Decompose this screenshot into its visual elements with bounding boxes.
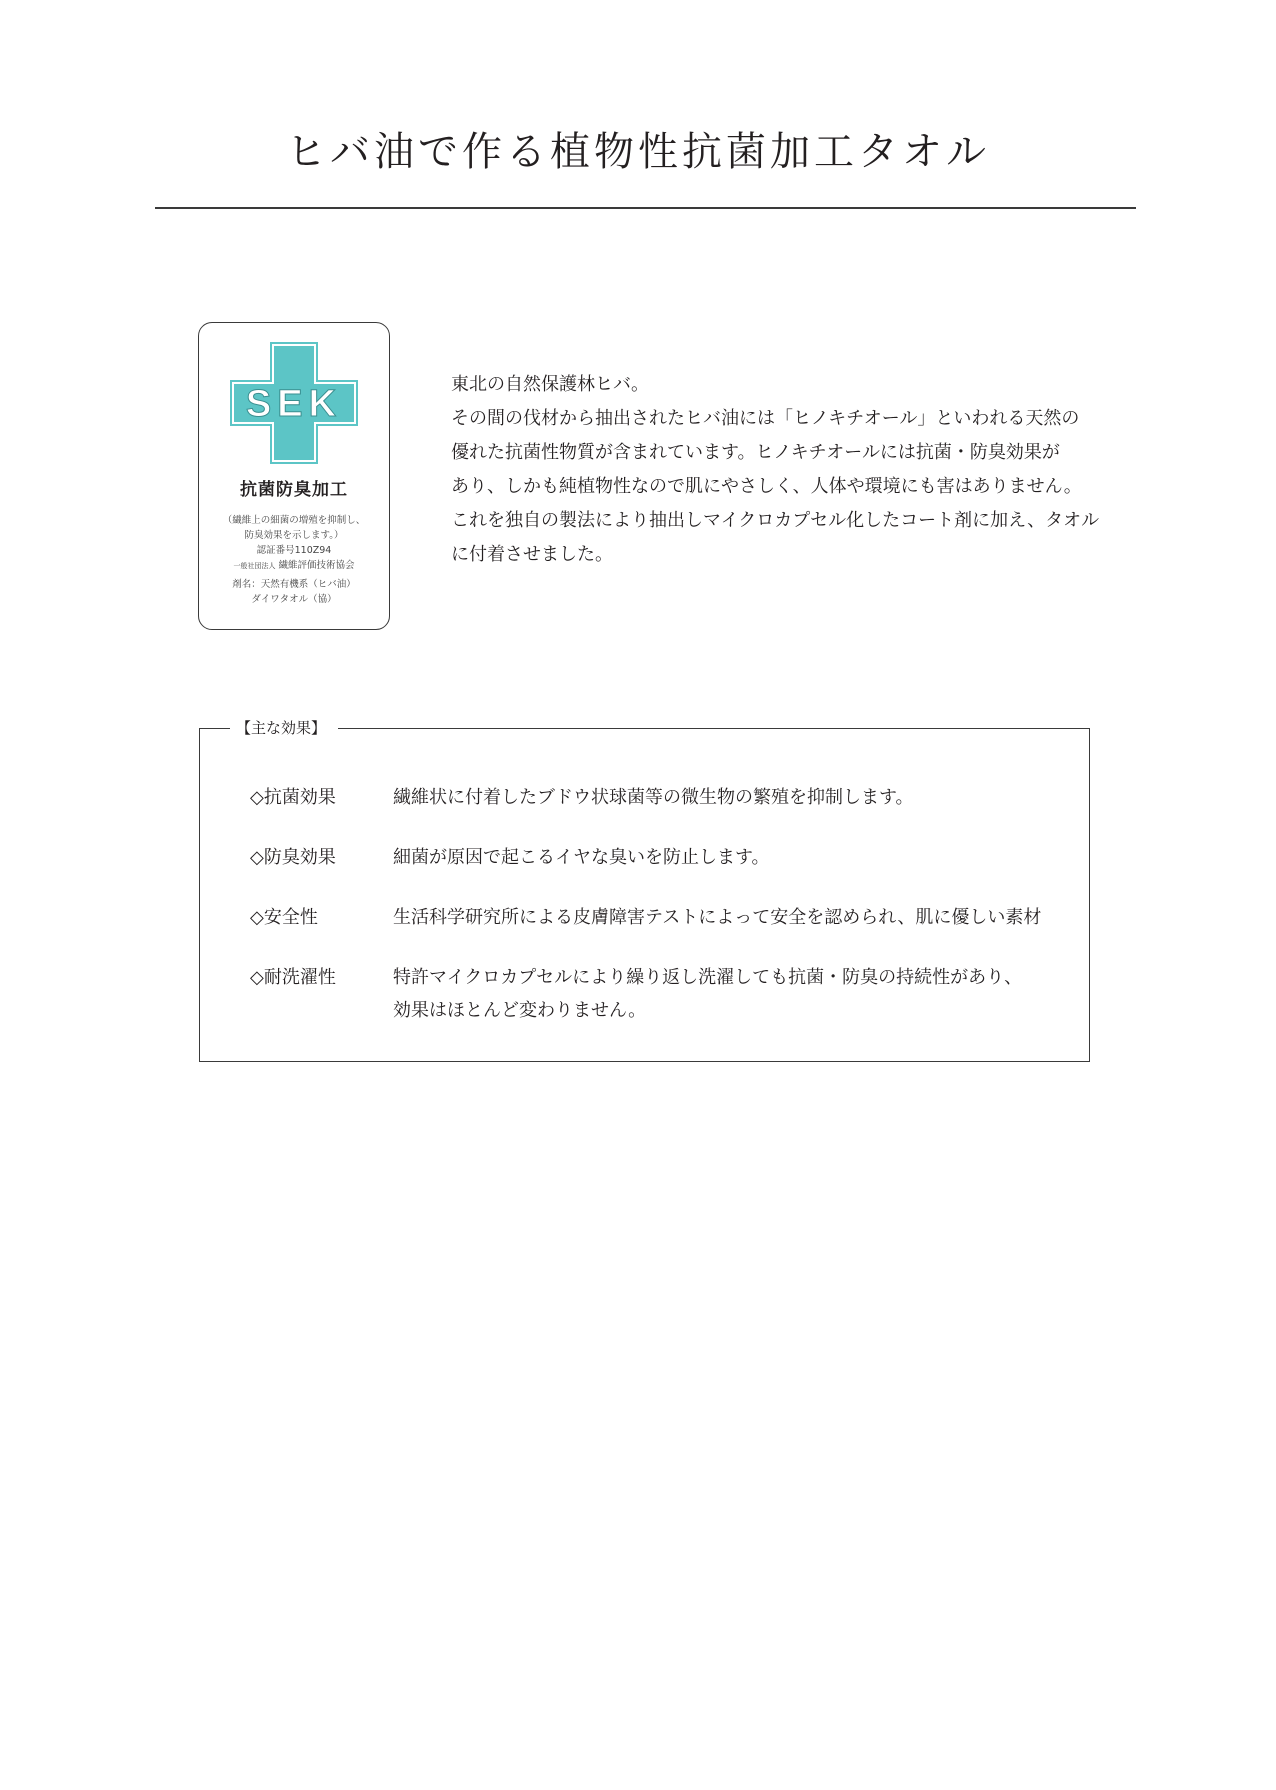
effect-description — [393, 901, 1053, 934]
badge-org-name: 繊維評価技術協会 — [278, 560, 355, 571]
badge-line: 認証番号110Z94 — [256, 545, 332, 556]
effect-label: ◇防臭効果 — [250, 847, 336, 868]
effect-description — [393, 841, 1053, 874]
sek-logo-text: SEK — [245, 383, 343, 425]
badge-certification-label: 抗菌防臭加工 — [240, 480, 348, 500]
intro-line: 優れた抗菌性物質が含まれています。ヒノキチオールには抗菌・防臭効果が — [451, 442, 1060, 463]
main-effects-box — [199, 719, 1090, 1062]
intro-line: あり、しかも純植物性なので肌にやさしく、人体や環境にも害はありません。 — [451, 476, 1082, 497]
effect-description-line: 効果はほとんど変わりません。 — [393, 1000, 647, 1021]
badge-agent: 剤名：天然有機系（ヒバ油） — [232, 579, 356, 590]
badge-organization — [199, 558, 389, 574]
effect-label: ◇安全性 — [250, 907, 318, 928]
page-title: ヒバ油で作る植物性抗菌加工タオル — [286, 129, 990, 175]
sek-certification-badge — [198, 322, 390, 630]
effect-description-line: 繊維状に付着したブドウ状球菌等の微生物の繁殖を抑制します。 — [393, 787, 914, 808]
intro-paragraph — [451, 368, 1111, 572]
sek-cross-logo — [230, 342, 358, 464]
effects-heading: 【主な効果】 — [230, 717, 338, 739]
effect-description — [393, 781, 1053, 814]
effect-description-line: 細菌が原因で起こるイヤな臭いを防止します。 — [393, 847, 770, 868]
intro-line: に付着させました。 — [451, 544, 613, 565]
intro-line: これを独自の製法により抽出しマイクロカプセル化したコート剤に加え、タオル — [451, 510, 1100, 531]
intro-line: その間の伐材から抽出されたヒバ油には「ヒノキチオール」といわれる天然の — [451, 408, 1080, 429]
badge-line: 防臭効果を示します。） — [244, 530, 344, 541]
badge-line: （繊維上の細菌の増殖を抑制し、 — [222, 515, 366, 526]
badge-maker: ダイワタオル（協） — [251, 594, 337, 605]
badge-org-prefix: 一般社団法人 — [233, 562, 276, 570]
effect-description — [393, 961, 1053, 1027]
badge-details — [199, 513, 389, 607]
effect-description-line: 生活科学研究所による皮膚障害テストによって安全を認められ、肌に優しい素材 — [393, 907, 1042, 928]
intro-line: 東北の自然保護林ヒバ。 — [451, 374, 649, 395]
title-divider — [155, 207, 1136, 209]
effect-description-line: 特許マイクロカプセルにより繰り返し洗濯しても抗菌・防臭の持続性があり、 — [393, 967, 1023, 988]
effect-label: ◇抗菌効果 — [250, 787, 336, 808]
effect-label: ◇耐洗濯性 — [250, 967, 336, 988]
